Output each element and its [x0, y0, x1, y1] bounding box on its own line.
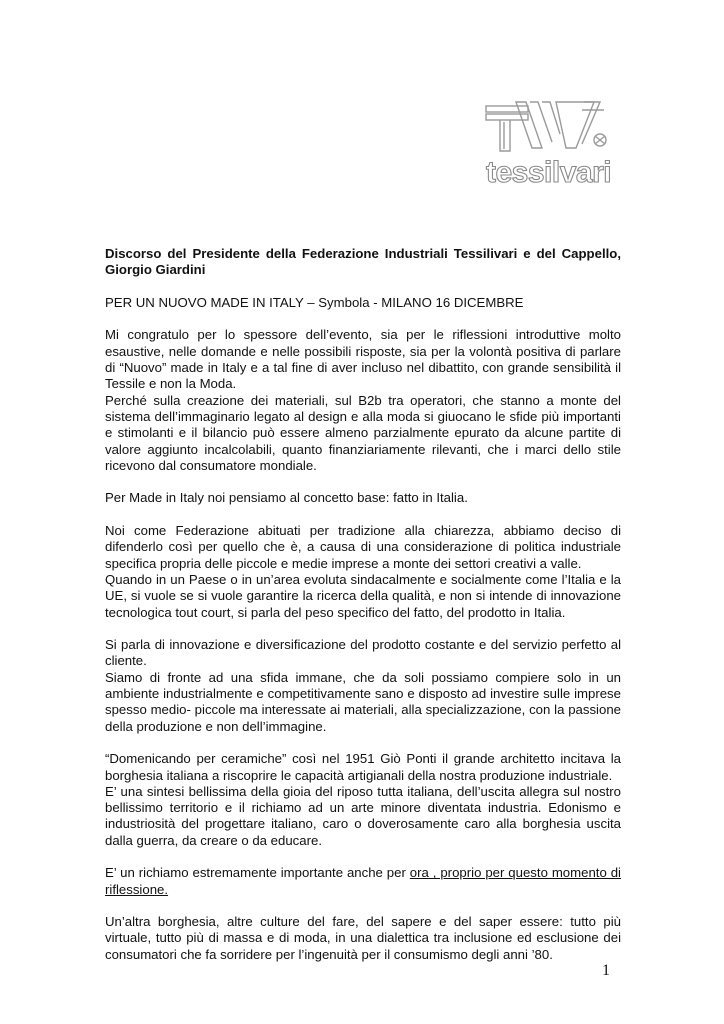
document-subtitle: PER UN NUOVO MADE IN ITALY – Symbola - MILANO 16 DICEMBRE: [105, 294, 524, 310]
paragraph-1-part-a: Mi congratulo per lo spessore dell’evento, sia per le riflessioni introduttive molto esaustive, nelle domande e nelle possibili risposte, sia per la volontà positiva di parlare di “Nuovo” made in Italy e a tal fine di aver incluso nel dibattito, con grande sensibilità il Tessile e non la Moda.: [105, 327, 621, 392]
tessilvari-wordmark: tessilvari: [486, 156, 612, 186]
paragraph-6-text: E’ un richiamo estremamente importante anche per: [105, 865, 410, 881]
paragraph-3-part-b: Quando in un Paese o in un’area evoluta sindacalmente e socialmente come l’Italia e la UE, si vuole se si vuole garantire la ricerca della qualità, e non si intende di innovazione tecnologica tout court, si parla del peso specifico del fatto, del prodotto in Italia.: [105, 571, 621, 620]
tessilvari-logo: [482, 96, 620, 186]
paragraph-4: [105, 637, 621, 735]
paragraph-3-part-a: Noi come Federazione abituati per tradizione alla chiarezza, abbiamo deciso di difenderlo così per quello che è, a causa di una considerazione di politica industriale specifica propria delle piccole e medie imprese a monte dei settori creativi a valle.: [105, 523, 621, 571]
paragraph-2: Per Made in Italy noi pensiamo al concetto base: fatto in Italia.: [105, 490, 468, 506]
paragraph-5: [105, 751, 621, 849]
paragraph-1: [105, 327, 621, 474]
paragraph-3: [105, 523, 621, 621]
paragraph-5-part-b: E’ una sintesi bellissima della gioia del riposo tutta italiana, dell’uscita allegra sul nostro bellissimo territorio e il richiamo ad un arte minore diventata industria. Edonismo e industriosità del progettare italiano, caro o doverosamente caro alla borghesia uscita dalla guerra, da creare o da educare.: [105, 783, 621, 848]
speech-text: [105, 246, 621, 979]
paragraph-7: Un’altra borghesia, altre culture del fare, del sapere e del saper essere: tutto più virtuale, tutto più di massa e di moda, in una dialettica tra inclusione ed esclusione dei consumatori che fa sorridere per l’ingenuità per il consumismo degli anni ’80.: [105, 914, 621, 962]
page-number: 1: [602, 962, 610, 979]
document-title: Discorso del Presidente della Federazione Industriali Tessilivari e del Cappello, Giorgio Giardini: [105, 246, 621, 278]
paragraph-1-part-b: Perché sulla creazione dei materiali, sul B2b tra operatori, che stanno a monte del sistema dell’immaginario legato al design e alla moda si giuocano le sfide più importanti e stimolanti e il bilancio può essere almeno parzialmente epurato da alcune partite di valore aggiunto incalcolabili, quanto finanziariamente rilevanti, che i marci dello stile ricevono dal consumatore mondiale.: [105, 392, 621, 473]
paragraph-4-part-a: Si parla di innovazione e diversificazione del prodotto costante e del servizio perfetto al cliente.: [105, 637, 621, 669]
paragraph-5-part-a: “Domenicando per ceramiche” così nel 1951 Giò Ponti il grande architetto incitava la borghesia italiana a riscoprire le capacità artigianali della nostra produzione industriale.: [105, 751, 621, 783]
paragraph-4-part-b: Siamo di fronte ad una sfida immane, che da soli possiamo compiere solo in un ambiente industrialmente e competitivamente sano e disposto ad investire sulle imprese spesso medio- piccole ma interessate ai materiali, alla specializzazione, con la passione della produzione e non dell’immagine.: [105, 669, 621, 734]
paragraph-6: [105, 865, 621, 898]
paragraph-6-underlined-text: ora , proprio per questo momento di riflessione.: [105, 865, 621, 897]
